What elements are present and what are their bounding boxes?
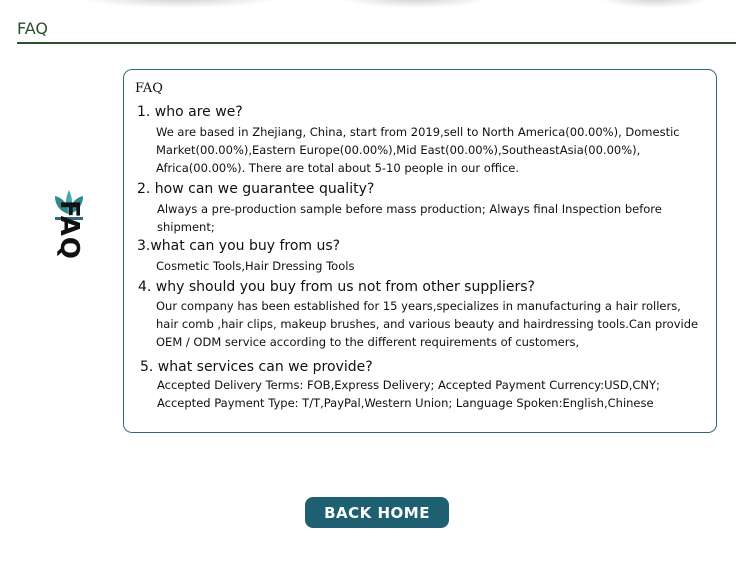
- faq-panel: [123, 69, 717, 433]
- faq-question-2: 2. how can we guarantee quality?: [137, 181, 375, 197]
- faq-answer-1-line-1: We are based in Zhejiang, China, start from 2019,sell to North America(00.00%), Domestic: [156, 125, 680, 139]
- faq-answer-4-line-2: hair comb ,hair clips, makeup brushes, and various beauty and hairdressing tools.Can provide: [156, 317, 699, 331]
- vertical-faq-label: FAQ: [54, 199, 84, 261]
- faq-answer-5-line-1: Accepted Delivery Terms: FOB,Express Delivery; Accepted Payment Currency:USD,CNY;: [157, 378, 660, 392]
- faq-answer-1-line-3: Africa(00.00%). There are total about 5-10 people in our office.: [156, 161, 520, 175]
- faq-answer-2-line-1: Always a pre-production sample before mass production; Always final Inspection before: [157, 202, 662, 216]
- back-home-button[interactable]: BACK HOME: [305, 497, 449, 528]
- faq-answer-5-line-2: Accepted Payment Type: T/T,PayPal,Western Union; Language Spoken:English,Chinese: [157, 396, 654, 410]
- faq-question-5: 5. what services can we provide?: [140, 359, 373, 375]
- faq-panel-title: FAQ: [135, 81, 163, 96]
- faq-answer-4-line-3: OEM / ODM service according to the different requirements of customers,: [156, 335, 580, 349]
- faq-answer-1-line-2: Market(00.00%),Eastern Europe(00.00%),Mid East(00.00%),SoutheastAsia(00.00%),: [156, 143, 641, 157]
- top-decoration: [0, 0, 750, 14]
- faq-question-1: 1. who are we?: [137, 104, 243, 120]
- faq-answer-3-line-1: Cosmetic Tools,Hair Dressing Tools: [156, 259, 355, 273]
- header-divider: [17, 42, 736, 44]
- faq-answer-2-line-2: shipment;: [157, 220, 215, 234]
- page-title: FAQ: [17, 19, 48, 38]
- faq-question-3: 3.what can you buy from us?: [137, 238, 341, 254]
- faq-answer-4-line-1: Our company has been established for 15 years,specializes in manufacturing a hair rollers,: [156, 299, 681, 313]
- faq-question-4: 4. why should you buy from us not from other suppliers?: [138, 279, 535, 295]
